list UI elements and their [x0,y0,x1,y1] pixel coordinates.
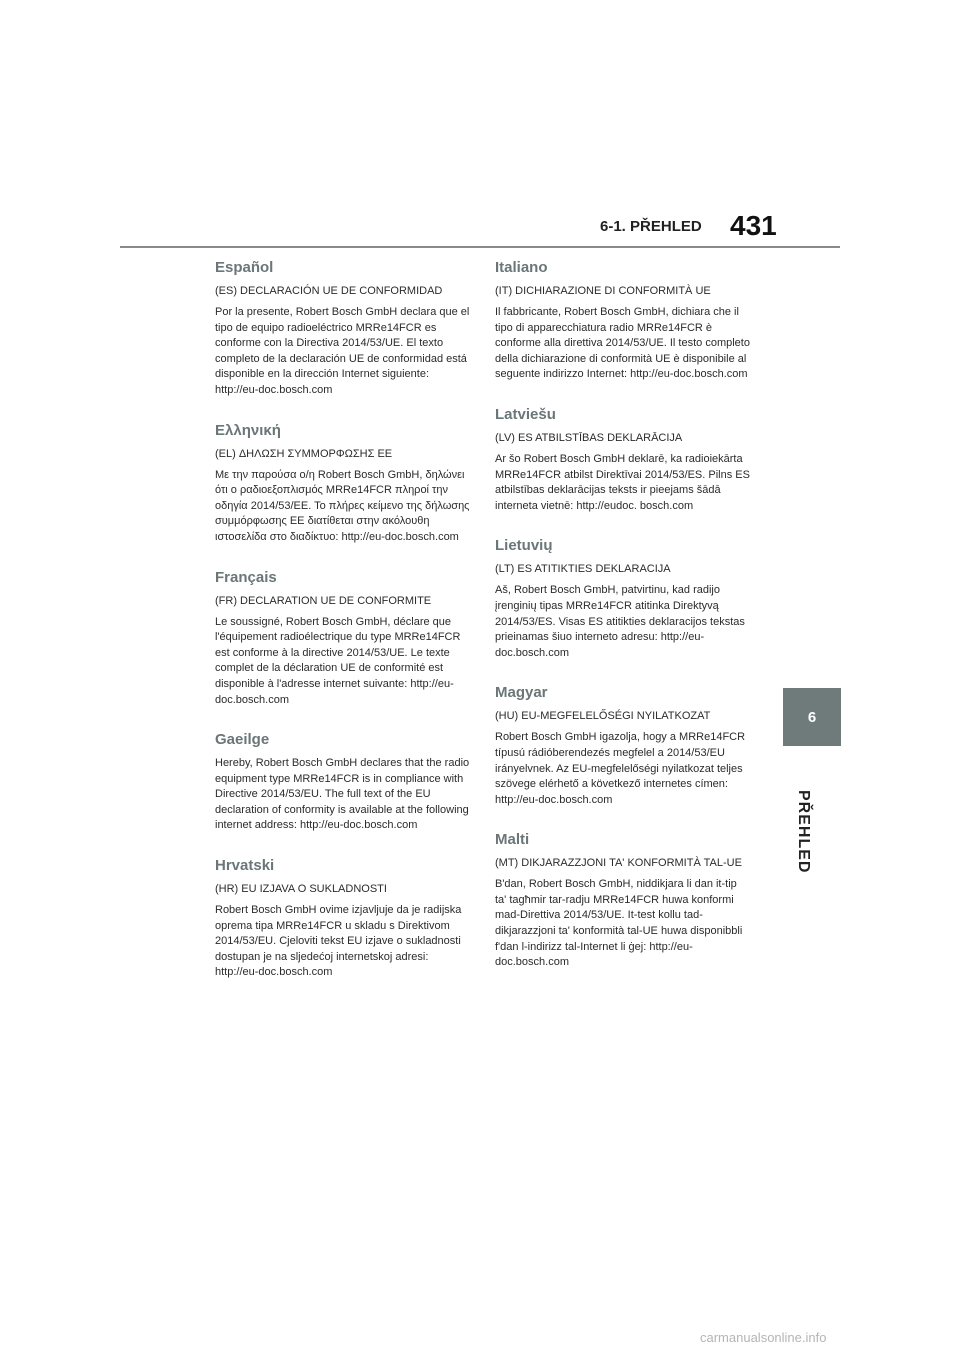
language-section-hu [495,683,750,808]
declaration-title: (FR) DECLARATION UE DE CONFORMITE [215,594,432,607]
declaration-title: (LT) ES ATITIKTIES DEKLARACIJA [495,563,671,576]
watermark: carmanualsonline.info [700,1330,827,1345]
language-heading: Malti [495,831,530,849]
language-heading: Lietuvių [495,537,553,555]
language-section-fr [215,568,470,709]
header-divider [120,246,840,248]
language-section-mt [495,830,750,971]
language-heading: Ελληνική [215,421,281,439]
language-section-lv [495,405,750,514]
declaration-title: (IT) DICHIARAZIONE DI CONFORMITÀ UE [495,285,711,297]
language-heading: Gaeilge [215,731,270,749]
language-heading: Hrvatski [215,857,275,875]
chapter-number: 6 [807,708,817,726]
declaration-title: (LV) ES ATBILSTĪBAS DEKLARĀCIJA [495,431,683,444]
language-heading: Français [215,568,277,586]
declaration-body: Robert Bosch GmbH igazolja, hogy a MRRe14FCR típusú rádióberendezés megfelel a 2014/53/EU irányelvnek. Az EU-megfelelőségi nyilatkozat teljes szövege elérhető a következő internetes címen: http://eu-doc.bosch.com [495,731,746,806]
declaration-body: Hereby, Robert Bosch GmbH declares that the radio equipment type MRRe14FCR is in compliance with Directive 2014/53/EU. The full text of the EU declaration of conformity is available at the following internet address: http://eu-doc.bosch.com [215,757,470,832]
chapter-tab [783,688,841,746]
language-heading: Español [215,259,274,276]
declaration-title: (EL) ΔΗΛΩΣΗ ΣΥΜΜΟΡΦΩΣΗΣ ΕΕ [215,447,393,460]
language-section-ga [215,730,470,834]
section-title: 6-1. PŘEHLED [600,218,702,235]
declaration-body: Με την παρούσα ο/η Robert Bosch GmbH, δηλώνει ότι ο ραδιοεξοπλισμός MRRe14FCR πληροί την οδηγία 2014/53/ΕΕ. Το πλήρες κείμενο της δήλωσης συμμόρφωσης ΕΕ διατίθεται στην ακόλουθη ιστοσελίδα στο διαδίκτυο: http://eu-doc.bosch.com [215,468,470,543]
language-section-it [495,258,750,383]
declaration-body: Il fabbricante, Robert Bosch GmbH, dichiara che il tipo di apparecchiatura radio MRRe14FCR è conforme alla direttiva 2014/53/UE. Il testo completo della dichiarazione di conformità UE è disponibile al seguente indirizzo Internet: http://eu-doc.bosch.com [495,306,750,381]
page-number: 431 [730,210,777,241]
language-section-es [215,258,470,399]
declaration-title: (HU) EU-MEGFELELŐSÉGI NYILATKOZAT [495,710,711,723]
language-section-hr [215,856,470,981]
declaration-title: (ES) DECLARACIÓN UE DE CONFORMIDAD [215,285,443,297]
declaration-body: B'dan, Robert Bosch GmbH, niddikjara li dan it-tip ta' tagħmir tar-radju MRRe14FCR huwa konformi mad-Direttiva 2014/53/UE. It-test kollu tad-dikjarazzjoni ta' konformità tal-UE huwa disponibbli f'dan l-indirizz tal-Internet li ġej: http://eu-doc.bosch.com [495,878,743,969]
declaration-title: (HR) EU IZJAVA O SUKLADNOSTI [215,883,387,896]
declaration-title: (MT) DIKJARAZZJONI TA' KONFORMITÀ TAL-UE [495,857,742,870]
page-header [0,0,960,250]
language-heading: Latviešu [495,405,556,423]
declaration-body: Aš, Robert Bosch GmbH, patvirtinu, kad radijo įrenginių tipas MRRe14FCR atitinka Direktyvą 2014/53/ES. Visas ES atitikties deklaracijos tekstas prieinamas šiuo interneto adresu: http://eu-doc.bosch.com [495,584,745,659]
language-heading: Italiano [495,259,548,276]
right-column [495,258,750,993]
left-column [215,258,470,1003]
declaration-body: Robert Bosch GmbH ovime izjavljuje da je radijska oprema tipa MRRe14FCR u skladu s Direktivom 2014/53/EU. Cjeloviti tekst EU izjave o sukladnosti dostupan je na sljedećoj internetskoj adresi: http://eu-doc.bosch.com [215,904,462,979]
language-section-el [215,421,470,546]
language-section-lt [495,536,750,661]
language-heading: Magyar [495,684,548,702]
declaration-body: Ar šo Robert Bosch GmbH deklarē, ka radioiekārta MRRe14FCR atbilst Direktīvai 2014/53/ES. Pilns ES atbilstības deklarācijas teksts ir pieejams šādā interneta vietnē: http://eudoc. bosch.com [495,452,750,512]
chapter-label: PŘEHLED [795,790,812,874]
declaration-body: Le soussigné, Robert Bosch GmbH, déclare que l'équipement radioélectrique du type MRRe14FCR est conforme à la directive 2014/53/UE. Le texte complet de la déclaration UE de conformité est disponible à l'adresse internet suivante: http://eu-doc.bosch.com [215,615,461,706]
declaration-body: Por la presente, Robert Bosch GmbH declara que el tipo de equipo radioeléctrico MRRe14FCR es conforme con la Directiva 2014/53/UE. El texto completo de la declaración UE de conformidad está disponible en la dirección Internet siguiente: http://eu-doc.bosch.com [215,306,470,396]
